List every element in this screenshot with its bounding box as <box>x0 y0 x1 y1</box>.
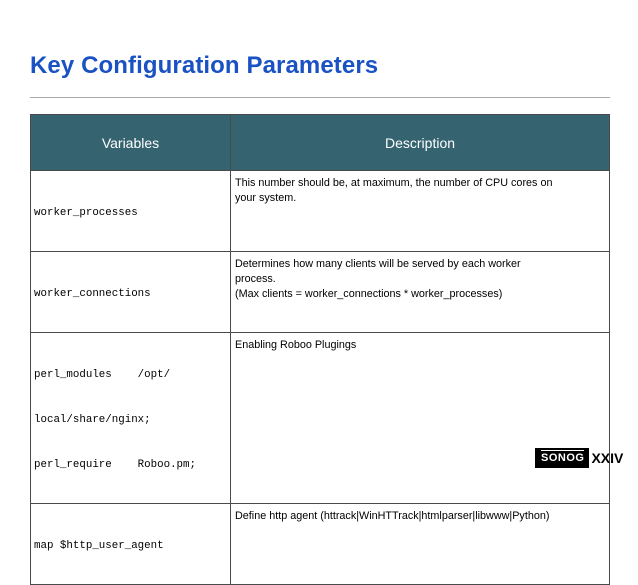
conference-logo <box>535 448 623 468</box>
variable-line: perl_modules /opt/ <box>34 369 171 381</box>
variable-cell <box>31 252 231 333</box>
variable-line: local/share/nginx; <box>34 414 151 426</box>
description-cell <box>231 504 610 585</box>
logo-edition-number: XXIV <box>591 450 624 466</box>
logo-wordmark: SONOG <box>535 448 589 468</box>
table-row <box>31 504 610 585</box>
variable-line: worker_processes <box>34 207 138 219</box>
table-row <box>31 333 610 504</box>
variable-line: map $http_user_agent <box>34 540 164 552</box>
column-header-description: Description <box>231 115 610 171</box>
variable-line: perl_require Roboo.pm; <box>34 459 196 471</box>
column-header-variables: Variables <box>31 115 231 171</box>
variable-cell <box>31 333 231 504</box>
description-line: Define http agent (httrack|WinHTTrack|htmlparser|libwww|Python) <box>235 510 550 522</box>
description-line: your system. <box>235 192 297 204</box>
description-line: (Max clients = worker_connections * worker_processes) <box>235 288 503 300</box>
table-header-row <box>31 115 610 171</box>
description-cell <box>231 171 610 252</box>
table-row <box>31 252 610 333</box>
description-line: Enabling Roboo Plugings <box>235 339 357 351</box>
description-line: This number should be, at maximum, the number of CPU cores on <box>235 177 553 189</box>
description-line: Determines how many clients will be served by each worker <box>235 258 521 270</box>
title-divider <box>30 97 610 98</box>
variable-cell <box>31 504 231 585</box>
description-line: process. <box>235 273 276 285</box>
description-cell <box>231 333 610 504</box>
table-row <box>31 171 610 252</box>
slide-title: Key Configuration Parameters <box>30 52 379 79</box>
variable-cell <box>31 171 231 252</box>
variable-line: worker_connections <box>34 288 151 300</box>
description-cell <box>231 252 610 333</box>
config-parameters-table <box>30 114 610 585</box>
